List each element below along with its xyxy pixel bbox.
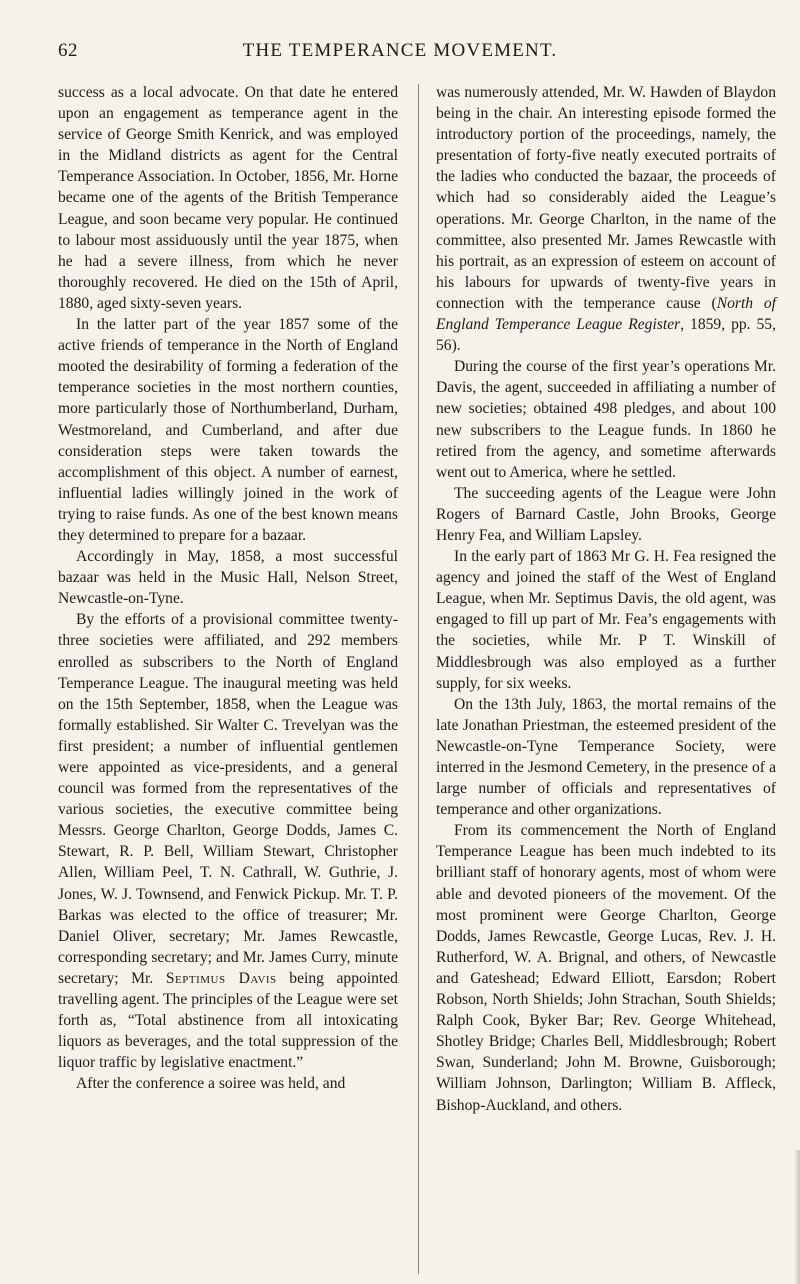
paragraph: On the 13th July, 1863, the mortal remains of the late Jonathan Priestman, the esteemed president of the Newcastle-on-Tyne Temperance Society, were interred in the Jesmond Cemetery, in the presence of a large number of officials and representatives of temperance and other organizations. <box>436 695 776 819</box>
left-column <box>58 82 398 1095</box>
paragraph: The succeeding agents of the League were John Rogers of Barnard Castle, John Brooks, George Henry Fea, and William Lapsley. <box>436 484 776 544</box>
paragraph-text: being appointed travelling agent. The principles of the League were set forth as, “Total abstinence from all intoxicating liquors as beverages, and the total suppression of the liquor traffic by legislative enactment.” <box>58 969 398 1072</box>
page-number: 62 <box>58 40 78 61</box>
running-title: THE TEMPERANCE MOVEMENT. <box>242 40 558 61</box>
paragraph: From its commencement the North of England Temperance League has been much indebted to its brilliant staff of honorary agents, most of whom were able and devoted pioneers of the movement. Of the most prominent were George Charlton, George Dodds, James Rewcastle, George Lucas, Rev. J. H. Rutherford, W. A. Brignal, and others, of Newcastle and Gateshead; Edward Elliott, Earsdon; Robert Robson, North Shields; John Strachan, South Shields; Ralph Cook, Byker Bar; Rev. George Whitehead, Shotley Bridge; Charles Bell, Middlesbrough; Robert Swan, Sunderland; John M. Browne, Guisborough; William Johnson, Darlington; William B. Affleck, Bishop-Auckland, and others. <box>436 822 776 1114</box>
paragraph-text: , 1859, pp. 55, 56). <box>436 316 777 355</box>
column-divider <box>418 84 419 1274</box>
paragraph: In the latter part of the year 1857 some of the active friends of temperance in the North of England mooted the desirability of forming a federation of the temperance societies in the most northern counties, more particularly those of Northumberland, Durham, Westmoreland, and Cumberland, and after due consideration steps were taken towards the accomplishment of this object. A number of earnest, influential ladies willingly joined in the work of trying to raise funds. As one of the best known means they determined to prepare for a bazaar. <box>58 316 398 544</box>
paragraph: In the early part of 1863 Mr G. H. Fea resigned the agency and joined the staff of the West of England League, when Mr. Septimus Davis, the old agent, was engaged to fill up part of Mr. Fea’s engagements with the societies, while Mr. P T. Winskill of Middlesbrough was also employed as a further supply, for six weeks. <box>436 548 776 692</box>
paragraph-text: was numerously attended, Mr. W. Hawden of Blaydon being in the chair. An interesting episode formed the introductory portion of the proceedings, namely, the presentation of forty-five neatly executed portraits of the ladies who conducted the bazaar, the proceeds of which had so considerably aided the League’s operations. Mr. George Charlton, in the name of the committee, also presented Mr. James Rewcastle with his portrait, as an expression of esteem on account of his labours for upwards of twenty-five years in connection with the temperance cause ( <box>436 84 776 312</box>
agent-name: Septimus Davis <box>165 969 277 987</box>
paragraph: During the course of the first year’s operations Mr. Davis, the agent, succeeded in affiliating a number of new societies; obtained 498 pledges, and about 100 new subscribers to the League funds. In 1860 he retired from the agency, and sometime afterwards went out to America, where he settled. <box>436 358 776 481</box>
paragraph <box>436 82 776 356</box>
paragraph: After the conference a soiree was held, and <box>76 1075 346 1093</box>
citation: North of England Temperance League Register <box>436 294 776 334</box>
right-column <box>436 82 776 1116</box>
paragraph <box>58 609 398 1073</box>
paragraph-text: By the efforts of a provisional committee twenty-three societies were affiliated, and 292 members enrolled as subscribers to the North of England Temperance League. The inaugural meeting was held on the 15th September, 1858, when the League was formally established. Sir Walter C. Trevelyan was the first president; a number of influential gentlemen were appointed as vice-presidents, and a general council was formed from the representatives of the various societies, the executive committee being Messrs. George Charlton, George Dodds, James C. Stewart, R. P. Bell, William Stewart, Christopher Allen, William Peel, T. N. Cathrall, W. Guthrie, J. Jones, W. J. Townsend, and Fenwick Pickup. Mr. T. P. Barkas was elected to the office of treasurer; Mr. Daniel Oliver, secretary; Mr. James Rewcastle, corresponding secretary; and Mr. James Curry, minute secretary; Mr. <box>58 611 398 987</box>
paragraph: Accordingly in May, 1858, a most successful bazaar was held in the Music Hall, Nelson Street, Newcastle-on-Tyne. <box>58 548 398 608</box>
paragraph: success as a local advocate. On that date he entered upon an engagement as temperance agent in the service of George Smith Kenrick, and was employed in the Midland districts as agent for the Central Temperance Association. In October, 1856, Mr. Horne became one of the agents of the British Temperance League, and soon became very popular. He continued to labour most assiduously until the year 1875, when he had a severe illness, from which he never thoroughly recovered. He died on the 15th of April, 1880, aged sixty-seven years. <box>58 84 398 312</box>
page-edge-shadow <box>794 1150 800 1284</box>
